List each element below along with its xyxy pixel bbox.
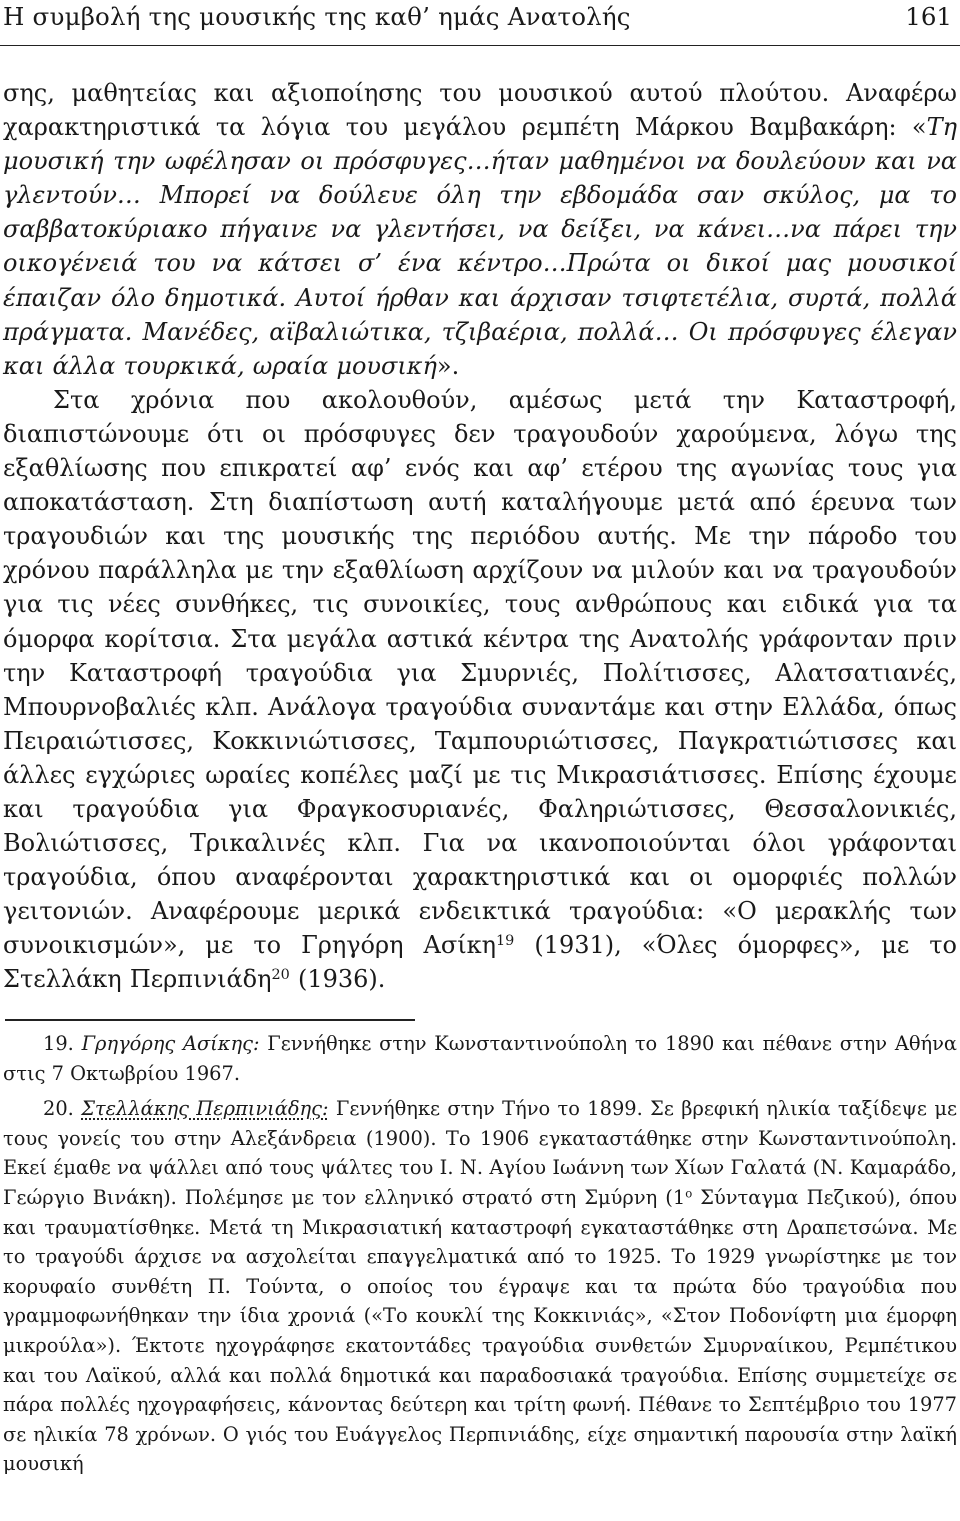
paragraph-main-text: Στα χρόνια που ακολουθούν, αμέσως μετά την Καταστροφή, διαπιστώνουμε ότι οι πρόσφυγες δεν τραγουδούν χαρούμενα, λόγω της εξαθλίωσης που επικρατεί αφ’ ενός και αφ’ ετέρου της αγωνίας τους για αποκατάσταση. Στη διαπίστωση αυτή καταλήγουμε μετά από έρευνα των τραγουδιών και της μουσικής της περιόδου αυτής. Με την πάροδο του χρόνου παράλληλα με την εξαθλίωση αρχίζουν να μιλούν και να τραγουδούν για τις νέες συνθήκες, τις συνοικίες, τους ανθρώπους και ειδικά για τα όμορφα κορίτσια. Στα μεγάλα αστικά κέντρα της Ανατολής γράφονταν πριν την Καταστροφή τραγούδια για Σμυρνιές, Πολίτισσες, Αλατσατιανές, Μπουρνοβαλιές κλπ. Ανάλογα τραγούδια συναντάμε και στην Ελλάδα, όπως Πειραιώτισσες, Κοκκινιώτισσες, Ταμπουριώτισσες, Παγκρατιώτισσες και άλλες εγχώριες ωραίες κοπέλες μαζί με τις Μικρασιάτισσες. Επίσης έχουμε και τραγούδια για Φραγκοσυριανές, Φαληριώτισσες, Θεσσαλονικιές, Βολιώτισσες, Τρικαλινές κλπ. Για να ικανοποιούνται όλοι γράφονται τραγούδια, όπου αναφέρονται χαρακτηριστικά και οι ομορφιές πολλών γειτονιών. Αναφέρουμε μερικά ενδεικτικά τραγούδια: «Ο μερακλής των συνοικισμών», με το Γρηγόρη Ασίκη [3, 385, 957, 960]
footnote-divider [5, 1019, 415, 1021]
paragraph-main-mid: (1931), «Όλες όμορφες», με το Στελλάκη Περπινιάδη [3, 931, 957, 994]
footnote-person-name: Στελλάκης Περπινιάδης: [81, 1097, 329, 1121]
paragraph-quote [3, 76, 957, 383]
footnote-person-name: Γρηγόρης Ασίκης: [81, 1032, 260, 1055]
paragraph-main-end: (1936). [289, 965, 386, 994]
running-title: Η συμβολή της μουσικής της καθ’ ημάς Ανατολής [3, 2, 631, 31]
ordinal-superscript: ο [685, 1186, 693, 1201]
footnotes [3, 1029, 957, 1485]
footnote-text-part-b: Σύνταγμα Πεζικού), όπου και τραυματίσθηκε. Μετά τη Μικρασιατική καταστροφή εγκαταστάθηκε στη Δραπετσώνα. Με το τραγούδι άρχισε να ασχολείται επαγγελματικά από το 1925. Το 1929 γνωρίστηκε με τον κορυφαίο συνθέτη Π. Τούντα, ο οποίος του έγραψε και τα πρώτα δύο τραγούδια που γραμμοφωνήθηκαν την ίδια χρονιά («Το κουκλί της Κοκκινιάς», «Στον Ποδονίφτη μια έμορφη μικρούλα»). Έκτοτε ηχογράφησε εκατοντάδες τραγούδια συνθετών Σμυρναίικου, Ρεμπέτικου και του Λαϊκού, αλλά και πολλά δημοτικά και παραδοσιακά τραγούδια. Επίσης συμμετείχε σε πάρα πολλές ηχογραφήσεις, κάνοντας δεύτερη και τρίτη φωνή. Πέθανε το Σεπτέμβριο του 1977 σε ηλικία 78 χρόνων. Ο γιός του Ευάγγελος Περπινιάδης, είχε σημαντική παρουσία στην λαϊκή μουσική [3, 1185, 957, 1476]
main-text [3, 76, 957, 997]
footnote-ref-20[interactable]: 20 [271, 967, 290, 984]
footnote-number: 19. [43, 1032, 74, 1055]
footnote-number: 20. [43, 1097, 74, 1121]
footnote-ref-19[interactable]: 19 [496, 933, 515, 950]
running-header [0, 0, 960, 46]
footnote-text-part-a: Γεννήθηκε στην Τήνο το 1899. Σε βρεφική ηλικία ταξίδεψε με τους γονείς του στην Αλεξάνδρεια (1900). Το 1906 εγκαταστάθηκε στην Κωνσταντινούπολη. Εκεί έμαθε να ψάλλει από τους ψάλτες του Ι. Ν. Αγίου Ιωάννη των Χίων Γαλατά (Ν. Καμαράδο, Γεώργιο Βινάκη). Πολέμησε με τον ελληνικό στρατό στη Σμύρνη (1 [3, 1097, 957, 1209]
paragraph-lead: σης, μαθητείας και αξιοποίησης του μουσικού αυτού πλούτου. Αναφέρω χαρακτηριστικά τα λόγια του μεγάλου ρεμπέτη Μάρκου Βαμβακάρη: « [3, 79, 957, 142]
footnote-text: Γεννήθηκε στην Κωνσταντινούπολη το 1890 και πέθανε στην Αθήνα στις 7 Οκτωβρίου 1967. [3, 1032, 957, 1085]
paragraph-main [3, 383, 957, 997]
quote-close: ». [436, 351, 460, 380]
footnote-20 [3, 1094, 957, 1479]
page-number: 161 [905, 2, 952, 31]
footnote-19 [3, 1029, 957, 1088]
vamvakaris-quote: Τη μουσική την ωφέλησαν οι πρόσφυγες…ήταν μαθημένοι να δουλεύουν και να γλεντούν… Μπορεί να δούλευε όλη την εβδομάδα σαν σκύλος, μα το σαββατοκύριακο πήγαινε να γλεντήσει, να δείξει, να κάνει…να πάρει την οικογένειά του να κάτσει σ’ ένα κέντρο…Πρώτα οι δικοί μας μουσικοί έπαιζαν όλο δημοτικά. Αυτοί ήρθαν και άρχισαν τσιφτετέλια, συρτά, πολλά πράγματα. Μανέδες, αϊβαλιώτικα, τζιβαέρια, πολλά… Οι πρόσφυγες έλεγαν και άλλα τουρκικά, ωραία μουσική [3, 113, 957, 380]
